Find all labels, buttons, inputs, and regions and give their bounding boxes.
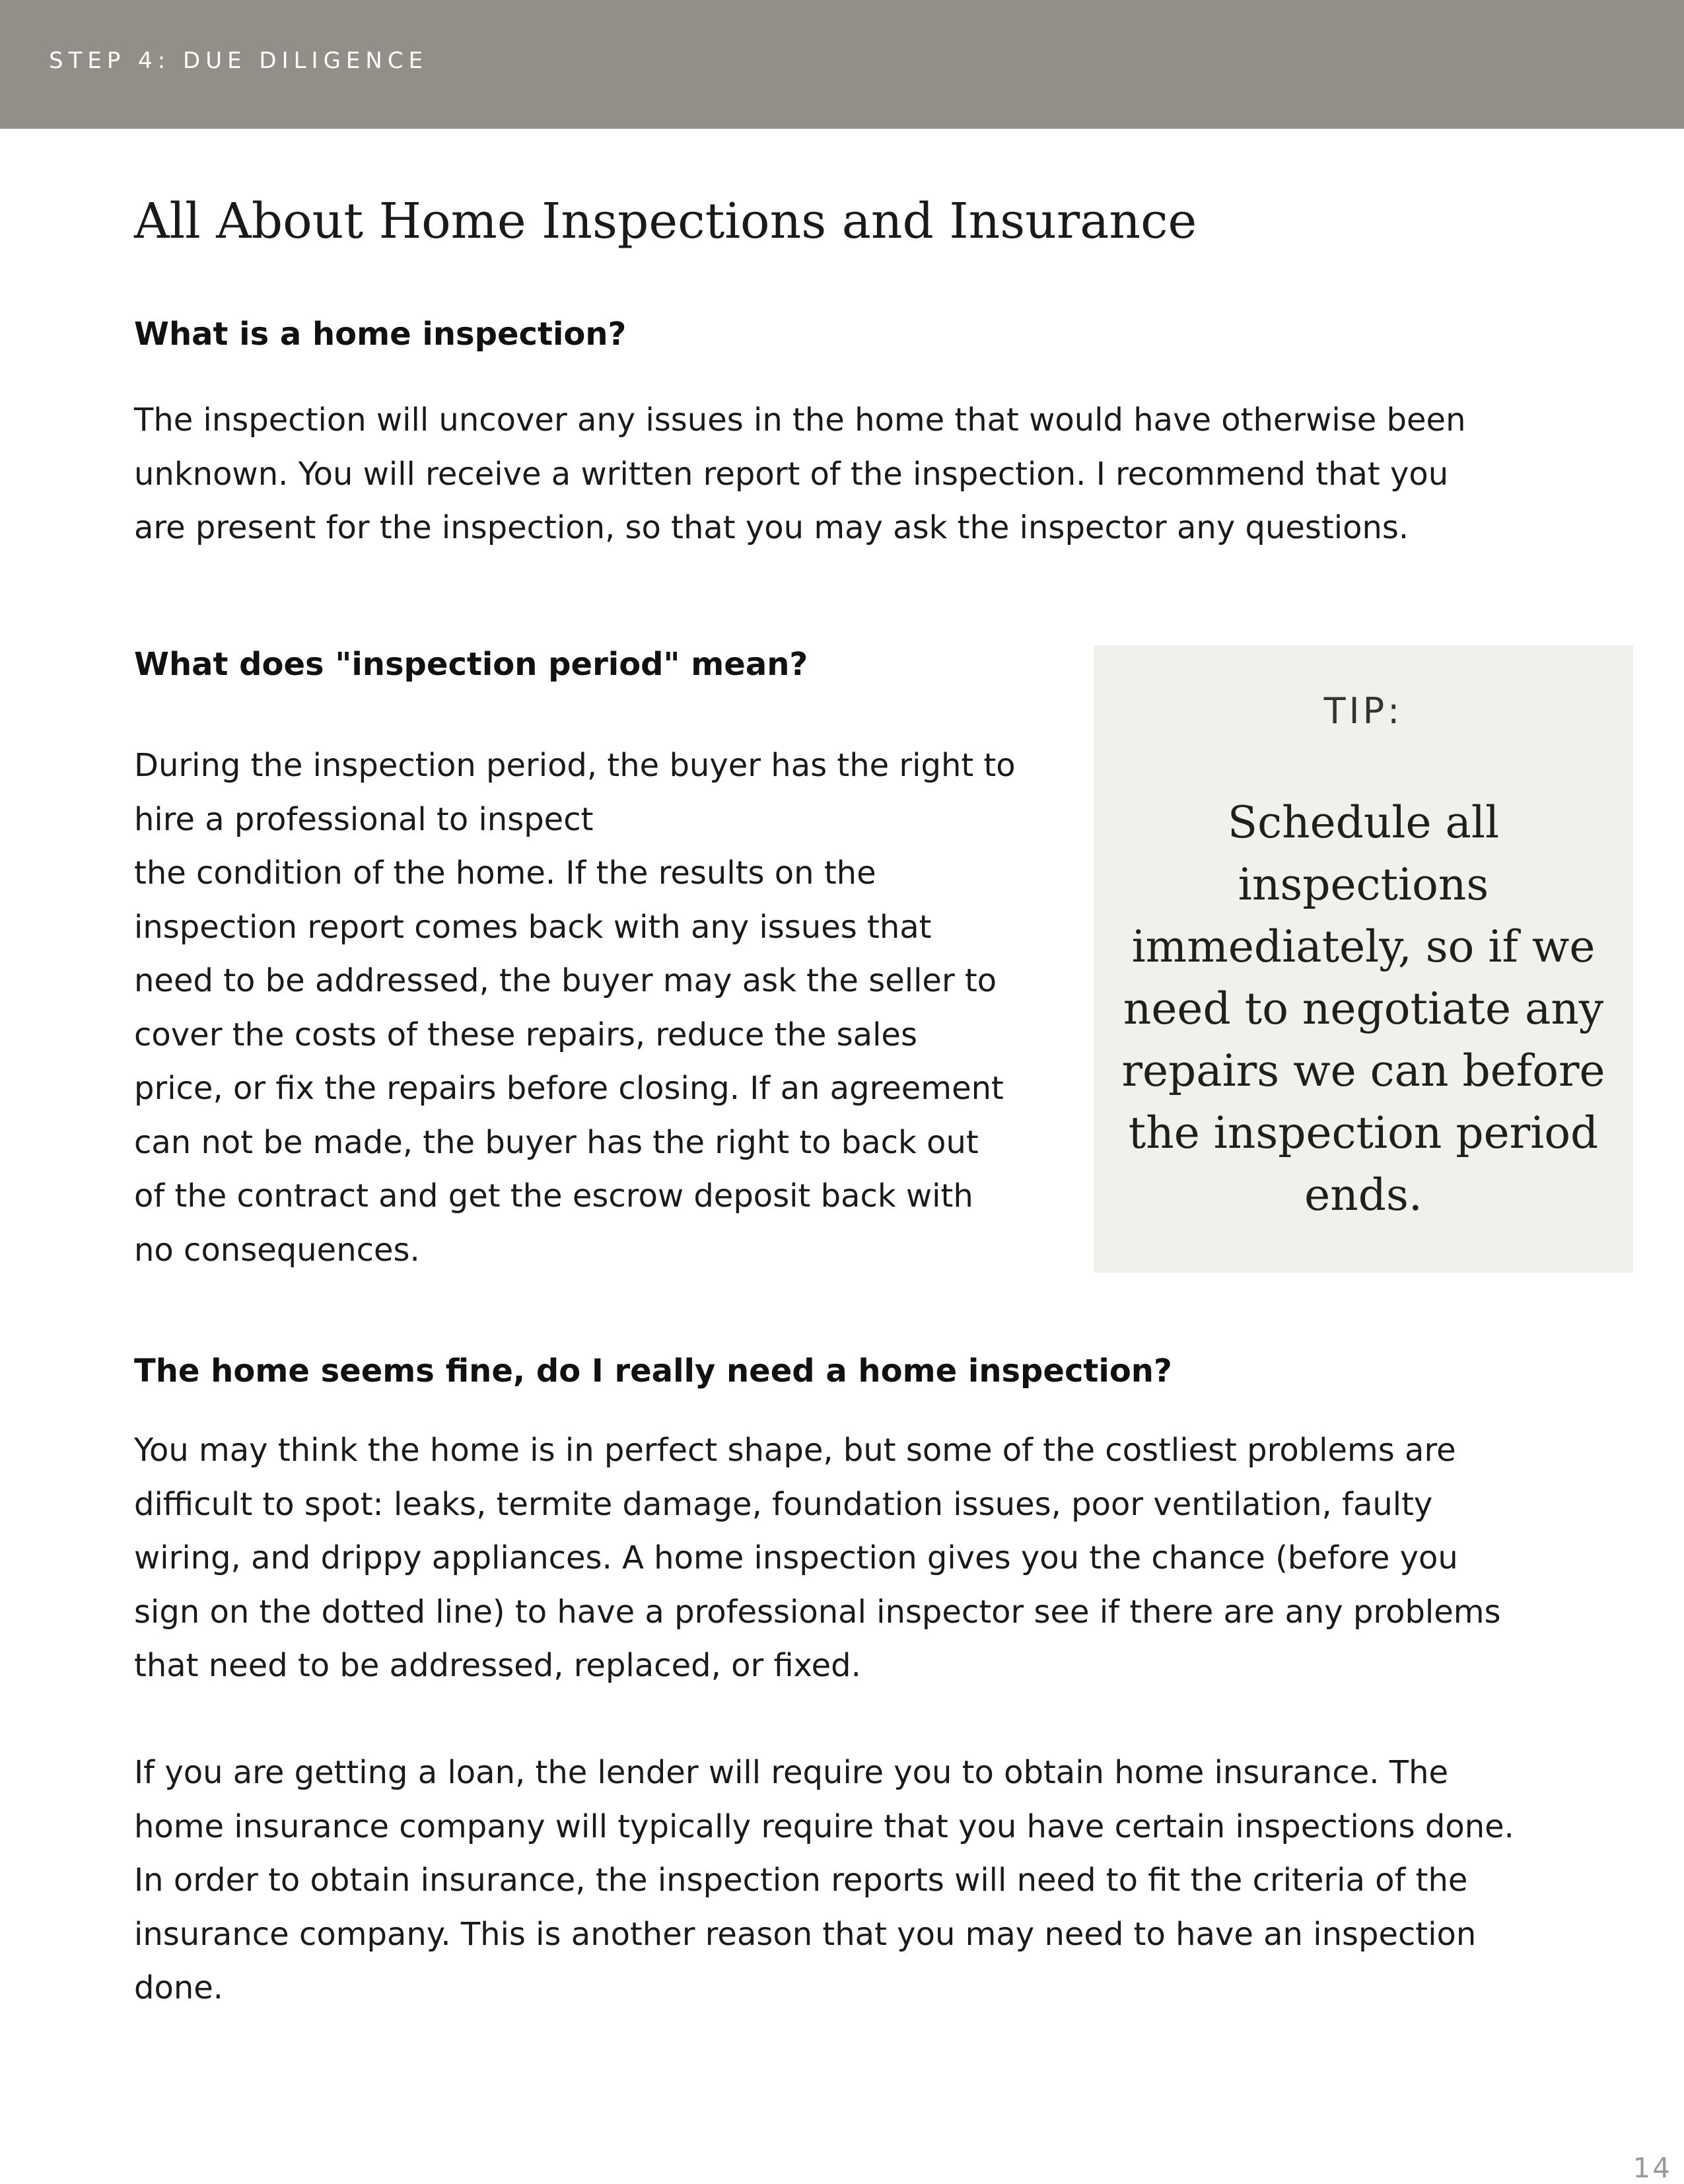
tip-box (1094, 645, 1633, 1273)
text-line: of the contract and get the escrow deposit back with (134, 1178, 973, 1215)
text-line: can not be made, the buyer has the right to back out (134, 1123, 979, 1161)
text-line: wiring, and drippy appliances. A home inspection gives you the chance (before you (134, 1539, 1458, 1576)
text-line: In order to obtain insurance, the inspection reports will need to fit the criteria of the (134, 1862, 1468, 1899)
section-label: STEP 4: DUE DILIGENCE (49, 48, 429, 74)
page-number: 14 (1632, 2152, 1672, 2184)
tip-line: need to negotiate any (1123, 983, 1604, 1034)
heading-inspection-period: What does "inspection period" mean? (134, 646, 808, 683)
paragraph-inspection-period (134, 739, 1016, 1277)
paragraph-what-is-inspection (134, 394, 1466, 555)
text-line: The inspection will uncover any issues in the home that would have otherwise been (134, 402, 1466, 439)
text-line: difficult to spot: leaks, termite damage, foundation issues, poor ventilation, faulty (134, 1485, 1433, 1523)
page-title: All About Home Inspections and Insurance (134, 193, 1197, 250)
heading-seems-fine: The home seems fine, do I really need a home inspection? (134, 1353, 1172, 1390)
tip-text (1113, 792, 1613, 1226)
text-line: cover the costs of these repairs, reduce the sales (134, 1016, 917, 1053)
tip-label: TIP: (1323, 690, 1403, 732)
text-line: sign on the dotted line) to have a professional inspector see if there are any problems (134, 1593, 1501, 1631)
heading-what-is-inspection: What is a home inspection? (134, 316, 627, 353)
tip-line: ends. (1304, 1170, 1422, 1220)
text-line: insurance company. This is another reason that you may need to have an inspection (134, 1915, 1477, 1953)
paragraph-seems-fine (134, 1424, 1501, 1693)
text-line: You may think the home is in perfect shape, but some of the costliest problems are (134, 1432, 1456, 1469)
text-line: need to be addressed, the buyer may ask the seller to (134, 962, 997, 999)
tip-line: inspections (1238, 859, 1489, 910)
text-line: hire a professional to inspect (134, 800, 594, 838)
text-line: unknown. You will receive a written report of the inspection. I recommend that you (134, 455, 1449, 493)
text-line: done. (134, 1969, 224, 2006)
tip-line: the inspection period (1128, 1108, 1599, 1158)
header-bar (0, 0, 1684, 129)
tip-line: immediately, so if we (1131, 921, 1596, 972)
text-line: price, or fix the repairs before closing. If an agreement (134, 1070, 1004, 1107)
tip-line: repairs we can before (1121, 1045, 1605, 1096)
text-line: If you are getting a loan, the lender will require you to obtain home insurance. The (134, 1754, 1449, 1791)
text-line: During the inspection period, the buyer has the right to (134, 747, 1016, 784)
text-line: the condition of the home. If the results on the (134, 855, 876, 892)
text-line: are present for the inspection, so that you may ask the inspector any questions. (134, 509, 1409, 546)
text-line: home insurance company will typically require that you have certain inspections done. (134, 1808, 1514, 1845)
text-line: inspection report comes back with any issues that (134, 908, 932, 946)
text-line: no consequences. (134, 1231, 420, 1269)
text-line: that need to be addressed, replaced, or fixed. (134, 1647, 861, 1684)
paragraph-insurance (134, 1746, 1514, 2016)
tip-line: Schedule all (1227, 797, 1500, 848)
